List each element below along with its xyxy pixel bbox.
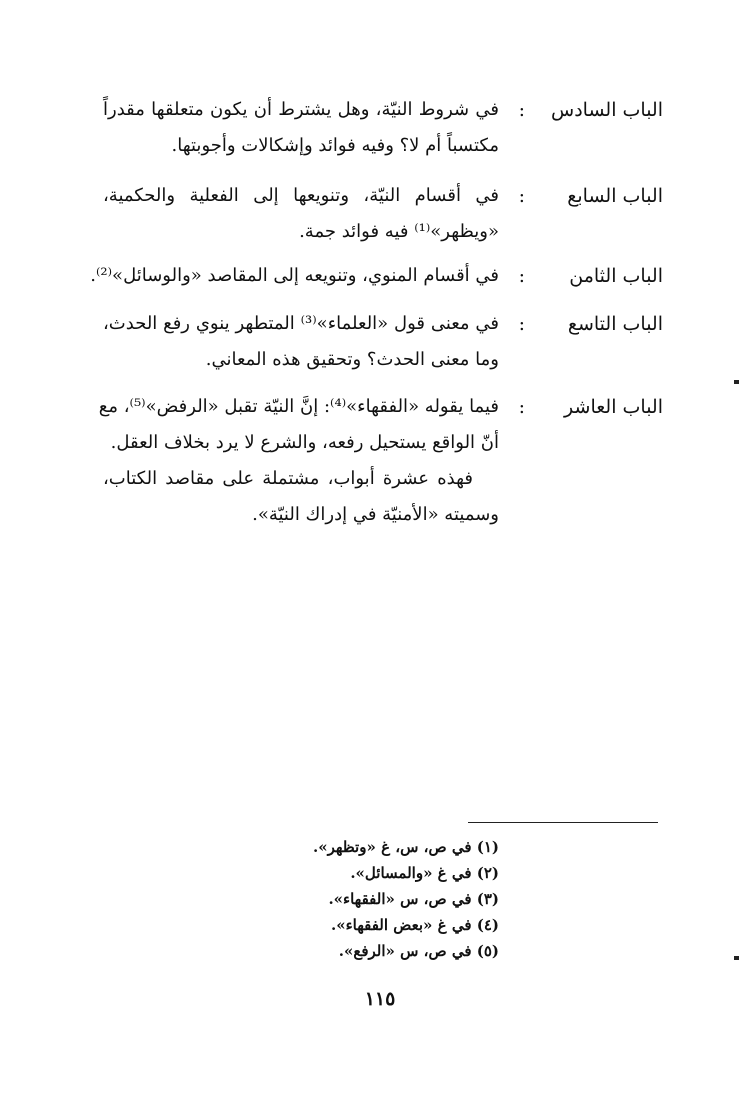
chapter-title: الباب التاسع: [567, 313, 663, 335]
description-line: في معنى قول «العلماء»⁽³⁾ المتطهر ينوي رفع الحدث،: [103, 313, 500, 334]
description-line: في أقسام المنوي، وتنويعه إلى المقاصد «والوسائل»⁽²⁾.: [90, 265, 499, 286]
colon-separator: :: [518, 99, 525, 121]
scan-edge-mark: [734, 956, 739, 960]
description-line: مكتسباً أم لا؟ وفيه فوائد وإشكالات وأجوبتها.: [171, 135, 499, 156]
page-number: ١١٥: [364, 988, 396, 1010]
description-line: فيما يقوله «الفقهاء»⁽⁴⁾: إنَّ النيّة تقبل «الرفض»⁽⁵⁾، مع: [98, 396, 499, 417]
closing-paragraph: [103, 461, 499, 533]
footnote-4: (٤) في غ «بعض الفقهاء».: [331, 916, 499, 934]
chapter-description: [103, 306, 499, 378]
chapter-description: [90, 258, 499, 294]
footnote-3: (٣) في ص، س «الفقهاء».: [328, 890, 499, 908]
footnotes: [99, 834, 499, 964]
colon-separator: :: [518, 313, 525, 335]
footnote-separator: [468, 822, 658, 823]
closing-line: وسميته «الأمنيّة في إدراك النيّة».: [252, 504, 499, 525]
chapter-description: [98, 389, 499, 461]
chapter-title: الباب السابع: [567, 185, 663, 207]
description-line: في أقسام النيّة، وتنويعها إلى الفعلية والحكمية،: [103, 185, 499, 206]
colon-separator: :: [518, 265, 525, 287]
colon-separator: :: [518, 396, 525, 418]
chapter-title: الباب السادس: [551, 99, 663, 121]
footnote-2: (٢) في غ «والمسائل».: [350, 864, 499, 882]
colon-separator: :: [518, 185, 525, 207]
chapter-title: الباب الثامن: [569, 265, 663, 287]
scan-edge-mark: [734, 380, 739, 384]
chapter-title: الباب العاشر: [564, 396, 663, 418]
footnote-1: (١) في ص، س، غ «وتظهر».: [312, 838, 499, 856]
chapter-description: [103, 178, 499, 250]
description-line: في شروط النيّة، وهل يشترط أن يكون متعلقها مقدراً: [103, 99, 499, 120]
chapter-description: [103, 92, 499, 164]
description-line: وما معنى الحدث؟ وتحقيق هذه المعاني.: [205, 349, 499, 370]
closing-line: فهذه عشرة أبواب، مشتملة على مقاصد الكتاب،: [103, 468, 473, 489]
description-line: «ويظهر»⁽¹⁾ فيه فوائد جمة.: [299, 221, 499, 242]
description-line: أنّ الواقع يستحيل رفعه، والشرع لا يرد بخلاف العقل.: [110, 432, 499, 453]
footnote-5: (٥) في ص، س «الرفع».: [338, 942, 499, 960]
